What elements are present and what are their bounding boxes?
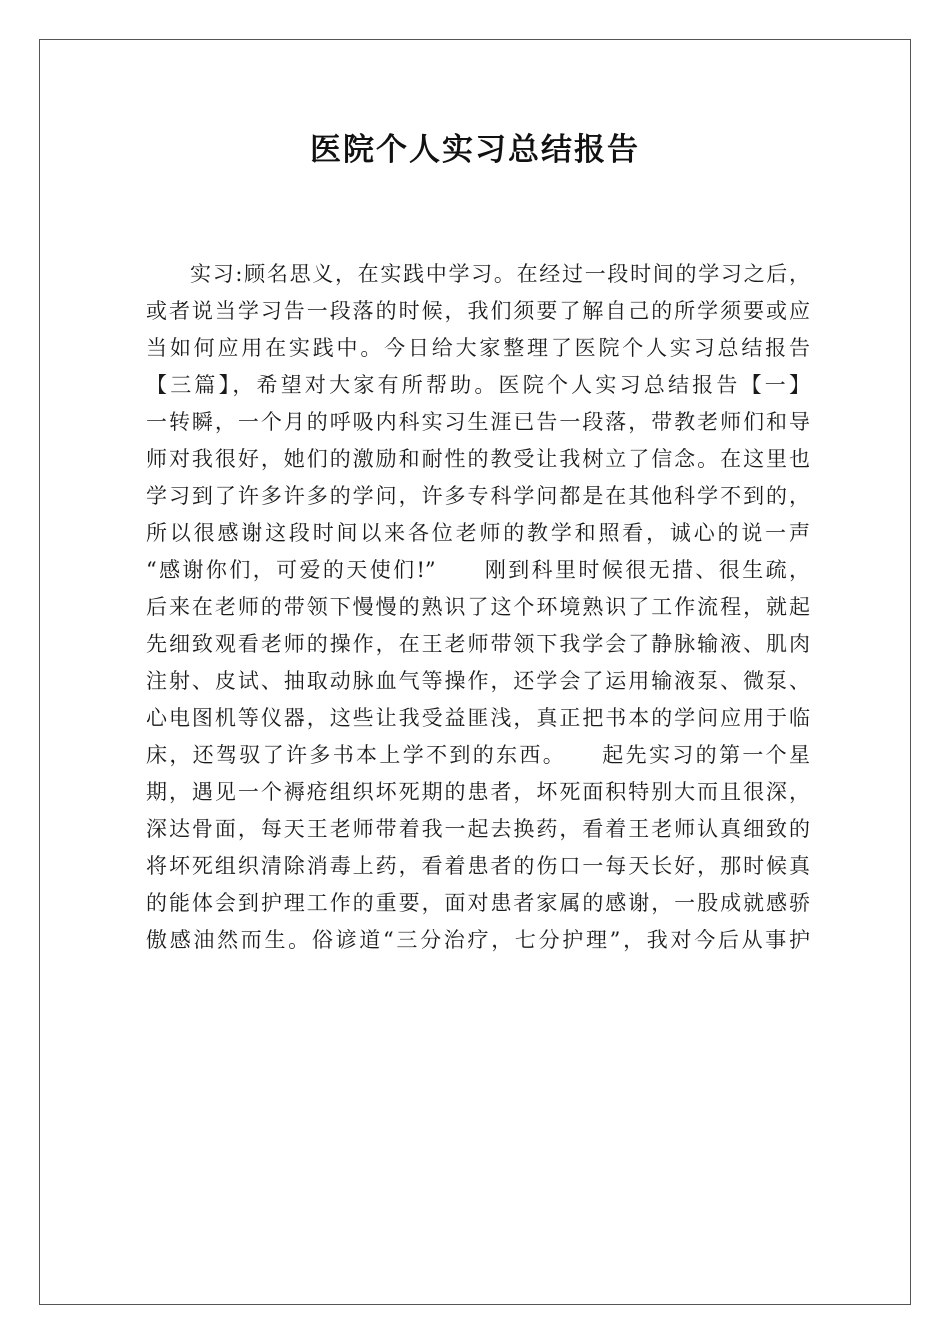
document-body [146,256,810,959]
body-line: 学习到了许多许多的学问，许多专科学问都是在其他科学不到的， [146,484,810,508]
document-title: 医院个人实习总结报告 [310,132,640,168]
body-line: 后来在老师的带领下慢慢的熟识了这个环境熟识了工作流程，就起 [146,595,810,619]
body-line: “感谢你们，可爱的天使们!” 刚到科里时候很无措、很生疏， [146,558,810,582]
body-line: 所以很感谢这段时间以来各位老师的教学和照看，诚心的说一声 [146,521,810,545]
body-line: 或者说当学习告一段落的时候，我们须要了解自己的所学须要或应 [146,299,810,323]
body-line: 深达骨面，每天王老师带着我一起去换药，看着王老师认真细致的 [146,817,810,841]
body-line: 傲感油然而生。俗谚道“三分治疗，七分护理”，我对今后从事护 [146,928,810,952]
body-line: 师对我很好，她们的激励和耐性的教受让我树立了信念。在这里也 [146,447,810,471]
body-line: 将坏死组织清除消毒上药，看着患者的伤口一每天长好，那时候真 [146,854,810,878]
body-line: 床，还驾驭了许多书本上学不到的东西。 起先实习的第一个星 [146,743,810,767]
body-line: 注射、皮试、抽取动脉血气等操作，还学会了运用输液泵、微泵、 [146,669,810,693]
body-line: 的能体会到护理工作的重要，面对患者家属的感谢，一股成就感骄 [146,891,810,915]
body-line: 先细致观看老师的操作，在王老师带领下我学会了静脉输液、肌肉 [146,632,810,656]
body-line: 一转瞬，一个月的呼吸内科实习生涯已告一段落，带教老师们和导 [146,410,810,434]
body-line: 【三篇】，希望对大家有所帮助。医院个人实习总结报告【一】 [146,373,810,397]
body-line: 期，遇见一个褥疮组织坏死期的患者，坏死面积特别大而且很深， [146,780,810,804]
body-line: 实习:顾名思义，在实践中学习。在经过一段时间的学习之后， [190,262,810,286]
body-line: 心电图机等仪器，这些让我受益匪浅，真正把书本的学问应用于临 [146,706,810,730]
body-line: 当如何应用在实践中。今日给大家整理了医院个人实习总结报告 [146,336,810,360]
